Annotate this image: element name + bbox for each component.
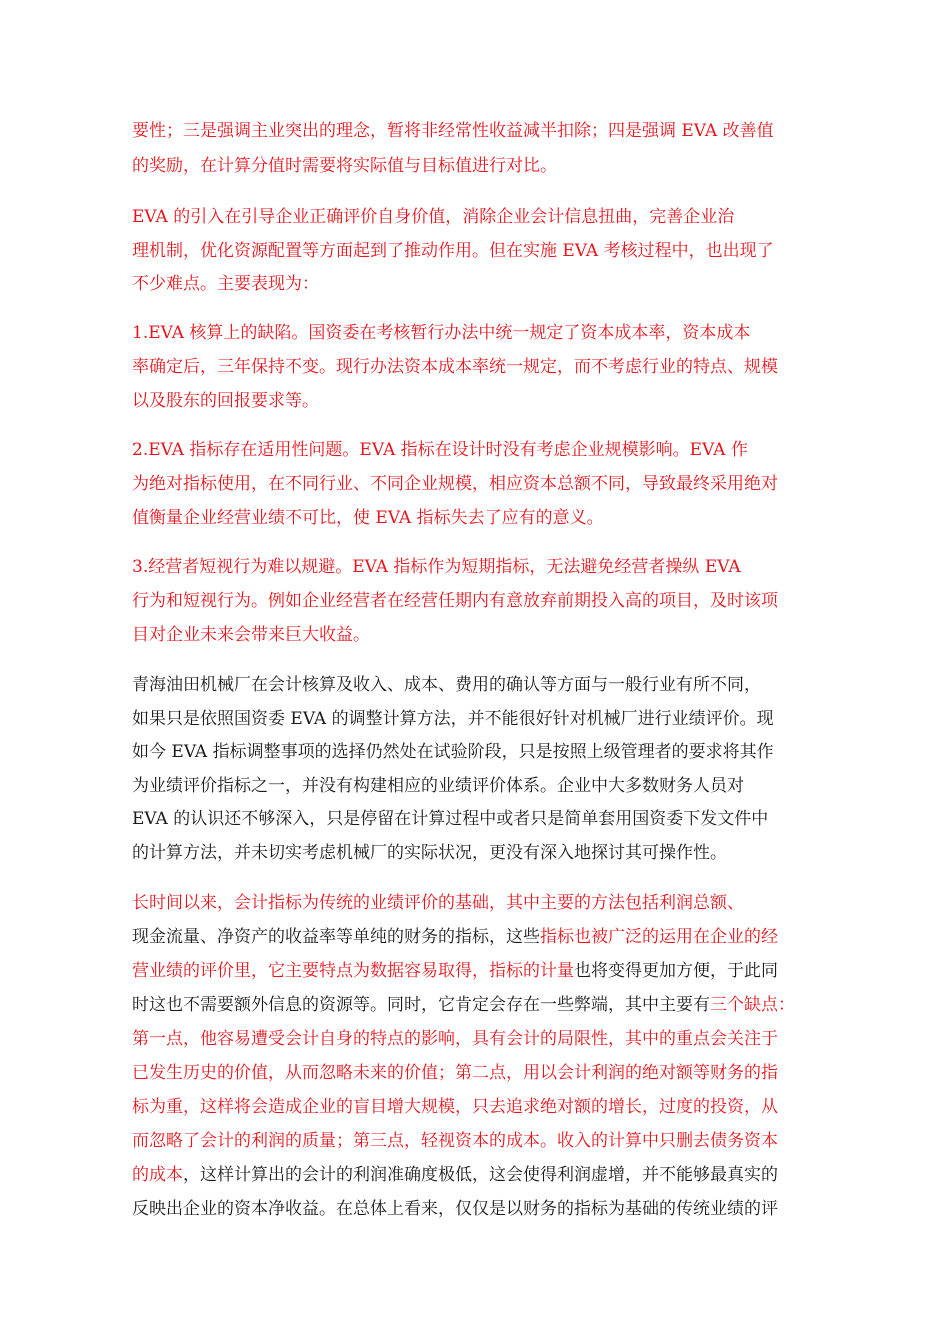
text-line [132,1198,872,1220]
text-span: 现金流量、净资产的收益率等单纯的财务的指标，这些 [132,927,540,947]
text-span: 长时间以来，会计指标为传统的业绩评价的基础，其中主要的方法包括利润总额、 [132,893,744,913]
text-span: 为业绩评价指标之一，并没有构建相应的业绩评价体系。企业中大多数财务人员对 [132,776,744,796]
text-span: 也将变得更加方便，于此同 [574,961,778,981]
text-line [132,708,872,730]
text-line [132,390,872,412]
text-span: 率确定后，三年保持不变。现行办法资本成本率统一规定，而不考虑行业的特点、规模 [132,357,778,377]
text-line [132,808,872,830]
text-line [132,1028,872,1050]
text-line [132,473,872,495]
text-line [132,155,872,177]
text-span: 如果只是依照国资委 EVA 的调整计算方法，并不能很好针对机械厂进行业绩评价。现 [132,709,774,729]
text-line [132,590,872,612]
text-span: 反映出企业的资本净收益。在总体上看来，仅仅是以财务的指标为基础的传统业绩的评 [132,1199,778,1219]
text-line [132,674,872,696]
text-line [132,1164,872,1186]
text-span: 行为和短视行为。例如企业经营者在经营任期内有意放弃前期投入高的项目，及时该项 [132,591,778,611]
text-line [132,624,872,646]
text-span: 1.EVA 核算上的缺陷。国资委在考核暂行办法中统一规定了资本成本率，资本成本 [132,323,751,343]
text-line [132,892,872,914]
text-span: 第一点，他容易遭受会计自身的特点的影响，具有会计的局限性，其中的重点会关注于 [132,1029,778,1049]
text-span: 而忽略了会计的利润的质量；第三点，轻视资本的成本。收入的计算中只删去债务资本 [132,1131,778,1151]
text-line [132,960,872,982]
text-span: 营业绩的评价里，它主要特点为数据容易取得，指标的计量 [132,961,574,981]
text-span: 值衡量企业经营业绩不可比，使 EVA 指标失去了应有的意义。 [132,508,604,528]
text-span: 时这也不需要额外信息的资源等。同时，它肯定会存在一些弊端，其中主要有 [132,995,710,1015]
text-line [132,507,872,529]
text-line [132,1062,872,1084]
text-span: 理机制，优化资源配置等方面起到了推动作用。但在实施 EVA 考核过程中，也出现了 [132,241,774,261]
text-span: 的奖励，在计算分值时需要将实际值与目标值进行对比。 [132,156,557,176]
text-span: 指标也被广泛的运用在企业的经 [540,927,778,947]
text-span: 2.EVA 指标存在适用性问题。EVA 指标在设计时没有考虑企业规模影响。EVA 作 [132,440,748,460]
text-line [132,842,872,864]
text-line [132,994,872,1016]
text-line [132,206,872,228]
text-span: EVA 的认识还不够深入，只是停留在计算过程中或者只是简单套用国资委下发文件中 [132,809,769,829]
text-line [132,556,872,578]
text-span: 为绝对指标使用，在不同行业、不同企业规模，相应资本总额不同，导致最终采用绝对 [132,474,778,494]
text-span: 标为重，这样将会造成企业的盲目增大规模，只去追求绝对额的增长，过度的投资，从 [132,1097,778,1117]
text-line [132,1096,872,1118]
text-line [132,356,872,378]
text-line [132,240,872,262]
text-span: 三个缺点： [710,995,795,1015]
text-line [132,926,872,948]
text-line [132,120,872,142]
text-span: 目对企业未来会带来巨大收益。 [132,625,370,645]
text-line [132,273,872,295]
text-span: 已发生历史的价值，从而忽略未来的价值；第二点，用以会计利润的绝对额等财务的指 [132,1063,778,1083]
text-line [132,439,872,461]
text-span: EVA 的引入在引导企业正确评价自身价值，消除企业会计信息扭曲，完善企业治 [132,207,735,227]
text-line [132,741,872,763]
text-span: 不少难点。主要表现为： [132,274,319,294]
text-span: 3.经营者短视行为难以规避。EVA 指标作为短期指标，无法避免经营者操纵 EVA [132,557,741,577]
text-line [132,1130,872,1152]
text-line [132,775,872,797]
text-span: 的计算方法，并未切实考虑机械厂的实际状况，更没有深入地探讨其可操作性。 [132,843,727,863]
text-span: 以及股东的回报要求等。 [132,391,319,411]
text-span: 要性；三是强调主业突出的理念，暂将非经常性收益减半扣除；四是强调 EVA 改善值 [132,121,774,141]
text-span: 青海油田机械厂在会计核算及收入、成本、费用的确认等方面与一般行业有所不同， [132,675,761,695]
text-span: 如今 EVA 指标调整事项的选择仍然处在试验阶段，只是按照上级管理者的要求将其作 [132,742,774,762]
text-line [132,322,872,344]
text-span: ，这样计算出的会计的利润准确度极低，这会使得利润虚增，并不能够最真实的 [183,1165,778,1185]
text-span: 的成本 [132,1165,183,1185]
